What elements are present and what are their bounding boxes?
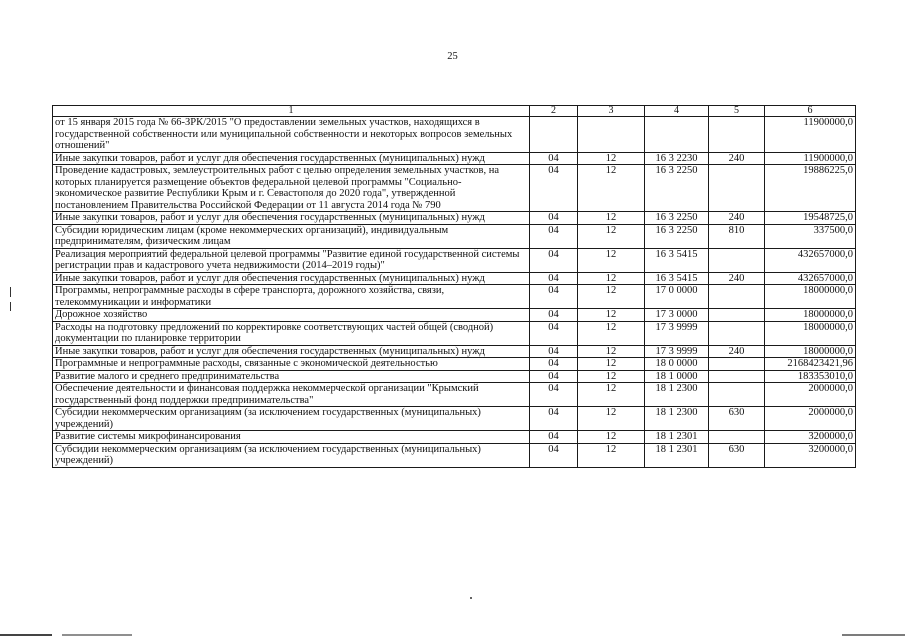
row-expense-type: [709, 309, 765, 322]
row-subsection: 12: [578, 309, 645, 322]
row-expense-type: [709, 248, 765, 272]
row-section: [530, 117, 578, 153]
table-row: [53, 212, 856, 225]
page-number: 25: [447, 51, 458, 62]
table-row: [53, 321, 856, 345]
row-section: 04: [530, 370, 578, 383]
footer-line: [62, 634, 132, 636]
row-name: Иные закупки товаров, работ и услуг для обеспечения государственных (муниципальных) нужд: [53, 152, 530, 165]
row-subsection: 12: [578, 370, 645, 383]
header-col-5: 5: [709, 106, 765, 117]
row-expense-type: [709, 165, 765, 212]
row-name: от 15 января 2015 года № 66-ЗРК/2015 "О предоставлении земельных участков, находящихся в государственной собственности или муниципальной собственности и некоторых вопросов земельных отношений": [53, 117, 530, 153]
row-target-article: 17 3 9999: [645, 345, 709, 358]
row-target-article: 18 1 2300: [645, 383, 709, 407]
row-expense-type: [709, 370, 765, 383]
row-amount: 18000000,0: [765, 285, 856, 309]
table-row: [53, 248, 856, 272]
table-row: [53, 370, 856, 383]
row-target-article: 17 3 9999: [645, 321, 709, 345]
row-subsection: 12: [578, 345, 645, 358]
row-amount: 18000000,0: [765, 321, 856, 345]
row-expense-type: [709, 117, 765, 153]
row-target-article: 18 1 2301: [645, 431, 709, 444]
row-target-article: 18 1 2300: [645, 407, 709, 431]
row-name: Дорожное хозяйство: [53, 309, 530, 322]
budget-table: [52, 105, 856, 468]
table-row: [53, 407, 856, 431]
row-name: Проведение кадастровых, землеустроительных работ с целью определения земельных участков, на которых планируется размещение объектов федеральной целевой программы "Социально-экономическое развитие Республики Крым и г. Севастополя до 2020 года", утвержденной постановлением Правительства Российской Федерации от 11 августа 2014 года № 790: [53, 165, 530, 212]
row-name: Развитие малого и среднего предпринимательства: [53, 370, 530, 383]
row-name: Обеспечение деятельности и финансовая поддержка некоммерческой организации "Крымский государственный фонд поддержки предпринимательства": [53, 383, 530, 407]
row-name: Иные закупки товаров, работ и услуг для обеспечения государственных (муниципальных) нужд: [53, 212, 530, 225]
row-target-article: 16 3 2250: [645, 224, 709, 248]
row-name: Субсидии некоммерческим организациям (за исключением государственных (муниципальных) учреждений): [53, 443, 530, 467]
header-col-2: 2: [530, 106, 578, 117]
row-amount: 19548725,0: [765, 212, 856, 225]
row-target-article: 16 3 5415: [645, 272, 709, 285]
row-subsection: [578, 117, 645, 153]
row-target-article: 16 3 5415: [645, 248, 709, 272]
row-section: 04: [530, 272, 578, 285]
row-subsection: 12: [578, 165, 645, 212]
row-section: 04: [530, 212, 578, 225]
row-subsection: 12: [578, 383, 645, 407]
row-section: 04: [530, 345, 578, 358]
row-amount: 432657000,0: [765, 248, 856, 272]
row-expense-type: [709, 285, 765, 309]
row-amount: 19886225,0: [765, 165, 856, 212]
header-col-1: 1: [53, 106, 530, 117]
row-section: 04: [530, 165, 578, 212]
row-subsection: 12: [578, 248, 645, 272]
table-row: [53, 358, 856, 371]
table-row: [53, 345, 856, 358]
row-expense-type: [709, 321, 765, 345]
row-amount: 432657000,0: [765, 272, 856, 285]
row-section: 04: [530, 224, 578, 248]
row-amount: 183353010,0: [765, 370, 856, 383]
row-target-article: 18 1 2301: [645, 443, 709, 467]
row-section: 04: [530, 321, 578, 345]
row-section: 04: [530, 443, 578, 467]
table-row: [53, 224, 856, 248]
row-name: Расходы на подготовку предложений по корректировке соответствующих частей общей (сводной) документации по планировке территории: [53, 321, 530, 345]
row-expense-type: 810: [709, 224, 765, 248]
row-target-article: 17 0 0000: [645, 285, 709, 309]
row-expense-type: 240: [709, 272, 765, 285]
row-amount: 11900000,0: [765, 117, 856, 153]
row-subsection: 12: [578, 321, 645, 345]
row-expense-type: 630: [709, 443, 765, 467]
row-subsection: 12: [578, 443, 645, 467]
table-row: [53, 165, 856, 212]
row-section: 04: [530, 309, 578, 322]
header-col-6: 6: [765, 106, 856, 117]
row-target-article: [645, 117, 709, 153]
row-amount: 3200000,0: [765, 443, 856, 467]
row-name: Иные закупки товаров, работ и услуг для обеспечения государственных (муниципальных) нужд: [53, 272, 530, 285]
row-name: Субсидии юридическим лицам (кроме некоммерческих организаций), индивидуальным предпринимателям, физическим лицам: [53, 224, 530, 248]
row-subsection: 12: [578, 212, 645, 225]
table-row: [53, 431, 856, 444]
row-amount: 2168423421,96: [765, 358, 856, 371]
row-amount: 3200000,0: [765, 431, 856, 444]
row-name: Программы, непрограммные расходы в сфере транспорта, дорожного хозяйства, связи, телекоммуникации и информатики: [53, 285, 530, 309]
row-subsection: 12: [578, 431, 645, 444]
table-row: [53, 117, 856, 153]
row-subsection: 12: [578, 358, 645, 371]
row-target-article: 16 3 2230: [645, 152, 709, 165]
row-amount: 18000000,0: [765, 345, 856, 358]
row-amount: 2000000,0: [765, 407, 856, 431]
row-section: 04: [530, 152, 578, 165]
row-section: 04: [530, 358, 578, 371]
row-amount: 337500,0: [765, 224, 856, 248]
row-section: 04: [530, 383, 578, 407]
row-section: 04: [530, 431, 578, 444]
row-section: 04: [530, 407, 578, 431]
row-name: Реализация мероприятий федеральной целевой программы "Развитие единой государственной системы регистрации прав и кадастрового учета недвижимости (2014–2019 годы)": [53, 248, 530, 272]
row-expense-type: 240: [709, 152, 765, 165]
row-name: Развитие системы микрофинансирования: [53, 431, 530, 444]
margin-mark: [10, 287, 11, 297]
row-expense-type: 630: [709, 407, 765, 431]
table-row: [53, 443, 856, 467]
table-row: [53, 309, 856, 322]
row-subsection: 12: [578, 285, 645, 309]
row-expense-type: [709, 358, 765, 371]
table-row: [53, 272, 856, 285]
margin-mark: [10, 302, 11, 311]
row-section: 04: [530, 248, 578, 272]
row-subsection: 12: [578, 152, 645, 165]
row-name: Программные и непрограммные расходы, связанные с экономической деятельностью: [53, 358, 530, 371]
row-expense-type: [709, 383, 765, 407]
header-row: [53, 106, 856, 117]
scan-dot: [470, 597, 472, 599]
table-row: [53, 383, 856, 407]
footer-line: [842, 634, 905, 636]
header-col-3: 3: [578, 106, 645, 117]
row-target-article: 18 0 0000: [645, 358, 709, 371]
row-name: Иные закупки товаров, работ и услуг для обеспечения государственных (муниципальных) нужд: [53, 345, 530, 358]
row-amount: 18000000,0: [765, 309, 856, 322]
row-expense-type: [709, 431, 765, 444]
row-name: Субсидии некоммерческим организациям (за исключением государственных (муниципальных) учреждений): [53, 407, 530, 431]
footer-line: [0, 634, 52, 636]
row-subsection: 12: [578, 272, 645, 285]
row-amount: 11900000,0: [765, 152, 856, 165]
row-subsection: 12: [578, 224, 645, 248]
row-target-article: 16 3 2250: [645, 212, 709, 225]
header-col-4: 4: [645, 106, 709, 117]
table-row: [53, 152, 856, 165]
row-subsection: 12: [578, 407, 645, 431]
row-amount: 2000000,0: [765, 383, 856, 407]
table-row: [53, 285, 856, 309]
row-target-article: 17 3 0000: [645, 309, 709, 322]
row-target-article: 16 3 2250: [645, 165, 709, 212]
row-target-article: 18 1 0000: [645, 370, 709, 383]
row-expense-type: 240: [709, 212, 765, 225]
row-expense-type: 240: [709, 345, 765, 358]
row-section: 04: [530, 285, 578, 309]
